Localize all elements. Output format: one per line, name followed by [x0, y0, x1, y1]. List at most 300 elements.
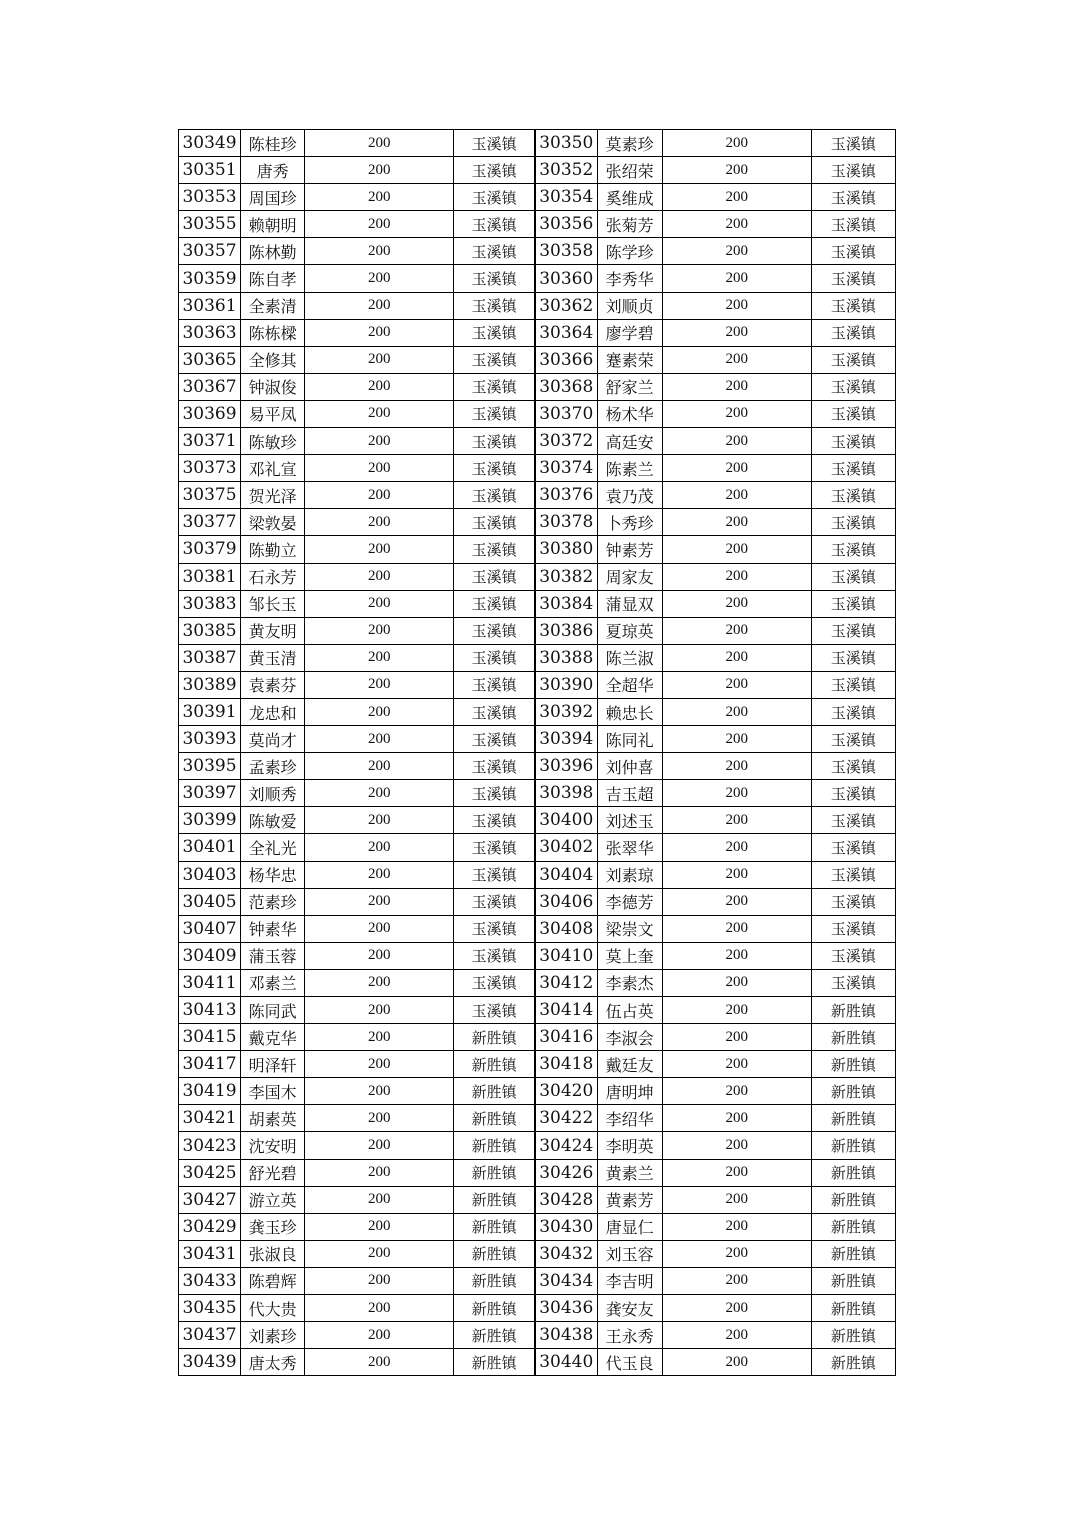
recipient-name-cell: 胡素英: [241, 1105, 305, 1132]
record-id-cell: 30368: [535, 373, 597, 400]
amount-cell: 200: [305, 780, 454, 807]
recipient-name-cell: 赖忠长: [597, 698, 662, 725]
amount-cell: 200: [305, 428, 454, 455]
amount-cell: 200: [305, 130, 454, 157]
recipient-name-cell: 刘玉容: [597, 1240, 662, 1267]
recipient-name-cell: 陈林勤: [241, 238, 305, 265]
record-id-cell: 30351: [179, 157, 241, 184]
amount-cell: 200: [662, 1186, 811, 1213]
township-cell: 新胜镇: [811, 1322, 895, 1349]
recipient-name-cell: 唐显仁: [597, 1213, 662, 1240]
table-row: [179, 617, 896, 644]
township-cell: 新胜镇: [454, 1159, 535, 1186]
recipient-name-cell: 贺光泽: [241, 482, 305, 509]
table-row: [179, 157, 896, 184]
amount-cell: 200: [305, 373, 454, 400]
amount-cell: 200: [305, 1267, 454, 1294]
recipient-name-cell: 陈桂珍: [241, 130, 305, 157]
record-id-cell: 30379: [179, 536, 241, 563]
record-id-cell: 30417: [179, 1051, 241, 1078]
amount-cell: 200: [305, 888, 454, 915]
record-id-cell: 30385: [179, 617, 241, 644]
recipient-name-cell: 沈安明: [241, 1132, 305, 1159]
township-cell: 玉溪镇: [811, 157, 895, 184]
recipient-name-cell: 奚维成: [597, 184, 662, 211]
amount-cell: 200: [305, 184, 454, 211]
recipient-name-cell: 龙忠和: [241, 698, 305, 725]
township-cell: 玉溪镇: [811, 780, 895, 807]
record-id-cell: 30425: [179, 1159, 241, 1186]
township-cell: 新胜镇: [811, 1105, 895, 1132]
record-id-cell: 30361: [179, 292, 241, 319]
recipient-name-cell: 杨术华: [597, 400, 662, 427]
record-id-cell: 30371: [179, 428, 241, 455]
table-row: [179, 753, 896, 780]
recipient-name-cell: 周家友: [597, 563, 662, 590]
township-cell: 玉溪镇: [811, 346, 895, 373]
recipient-name-cell: 赖朝明: [241, 211, 305, 238]
recipient-name-cell: 李绍华: [597, 1105, 662, 1132]
amount-cell: 200: [305, 346, 454, 373]
amount-cell: 200: [662, 211, 811, 238]
table-row: [179, 428, 896, 455]
table-row: [179, 563, 896, 590]
township-cell: 玉溪镇: [454, 238, 535, 265]
recipient-name-cell: 钟淑俊: [241, 373, 305, 400]
amount-cell: 200: [662, 861, 811, 888]
township-cell: 玉溪镇: [811, 509, 895, 536]
amount-cell: 200: [662, 617, 811, 644]
record-id-cell: 30395: [179, 753, 241, 780]
township-cell: 玉溪镇: [454, 265, 535, 292]
recipient-name-cell: 袁乃茂: [597, 482, 662, 509]
recipient-name-cell: 张淑良: [241, 1240, 305, 1267]
amount-cell: 200: [662, 373, 811, 400]
recipient-name-cell: 陈碧辉: [241, 1267, 305, 1294]
table-row: [179, 265, 896, 292]
recipient-name-cell: 夏琼英: [597, 617, 662, 644]
recipient-name-cell: 唐明坤: [597, 1078, 662, 1105]
recipient-name-cell: 龚安友: [597, 1295, 662, 1322]
recipient-name-cell: 杨华忠: [241, 861, 305, 888]
record-id-cell: 30350: [535, 130, 597, 157]
township-cell: 新胜镇: [811, 1267, 895, 1294]
table-row: [179, 1024, 896, 1051]
township-cell: 新胜镇: [454, 1295, 535, 1322]
table-row: [179, 942, 896, 969]
table-row: [179, 969, 896, 996]
record-id-cell: 30357: [179, 238, 241, 265]
amount-cell: 200: [662, 292, 811, 319]
township-cell: 玉溪镇: [811, 590, 895, 617]
amount-cell: 200: [305, 1159, 454, 1186]
record-id-cell: 30423: [179, 1132, 241, 1159]
township-cell: 新胜镇: [811, 1349, 895, 1376]
amount-cell: 200: [662, 130, 811, 157]
record-id-cell: 30380: [535, 536, 597, 563]
township-cell: 新胜镇: [454, 1213, 535, 1240]
record-id-cell: 30397: [179, 780, 241, 807]
table-row: [179, 888, 896, 915]
amount-cell: 200: [305, 1322, 454, 1349]
recipient-name-cell: 高廷安: [597, 428, 662, 455]
table-row: [179, 1267, 896, 1294]
township-cell: 玉溪镇: [811, 888, 895, 915]
recipient-name-cell: 陈自孝: [241, 265, 305, 292]
amount-cell: 200: [305, 292, 454, 319]
amount-cell: 200: [305, 509, 454, 536]
recipient-name-cell: 廖学碧: [597, 319, 662, 346]
recipient-name-cell: 蒲玉蓉: [241, 942, 305, 969]
table-row: [179, 1051, 896, 1078]
amount-cell: 200: [662, 1105, 811, 1132]
township-cell: 玉溪镇: [811, 373, 895, 400]
township-cell: 玉溪镇: [454, 888, 535, 915]
record-id-cell: 30363: [179, 319, 241, 346]
amount-cell: 200: [662, 157, 811, 184]
township-cell: 玉溪镇: [454, 915, 535, 942]
recipient-name-cell: 舒光碧: [241, 1159, 305, 1186]
township-cell: 玉溪镇: [811, 969, 895, 996]
record-id-cell: 30401: [179, 834, 241, 861]
amount-cell: 200: [662, 536, 811, 563]
table-row: [179, 455, 896, 482]
township-cell: 玉溪镇: [811, 319, 895, 346]
recipient-name-cell: 易平凤: [241, 400, 305, 427]
township-cell: 新胜镇: [811, 997, 895, 1024]
record-id-cell: 30413: [179, 997, 241, 1024]
record-id-cell: 30378: [535, 509, 597, 536]
recipient-name-cell: 陈素兰: [597, 455, 662, 482]
record-id-cell: 30383: [179, 590, 241, 617]
recipient-name-cell: 游立英: [241, 1186, 305, 1213]
record-id-cell: 30349: [179, 130, 241, 157]
record-id-cell: 30386: [535, 617, 597, 644]
recipient-name-cell: 邓素兰: [241, 969, 305, 996]
record-id-cell: 30352: [535, 157, 597, 184]
amount-cell: 200: [662, 1159, 811, 1186]
amount-cell: 200: [662, 780, 811, 807]
recipient-name-cell: 袁素芬: [241, 671, 305, 698]
record-id-cell: 30406: [535, 888, 597, 915]
table-row: [179, 726, 896, 753]
township-cell: 玉溪镇: [454, 184, 535, 211]
township-cell: 新胜镇: [454, 1186, 535, 1213]
amount-cell: 200: [662, 969, 811, 996]
amount-cell: 200: [662, 807, 811, 834]
amount-cell: 200: [662, 482, 811, 509]
record-id-cell: 30431: [179, 1240, 241, 1267]
township-cell: 新胜镇: [811, 1240, 895, 1267]
record-id-cell: 30428: [535, 1186, 597, 1213]
township-cell: 玉溪镇: [811, 753, 895, 780]
record-id-cell: 30416: [535, 1024, 597, 1051]
record-id-cell: 30438: [535, 1322, 597, 1349]
table-row: [179, 1213, 896, 1240]
amount-cell: 200: [305, 455, 454, 482]
recipient-name-cell: 石永芳: [241, 563, 305, 590]
record-id-cell: 30418: [535, 1051, 597, 1078]
record-id-cell: 30400: [535, 807, 597, 834]
recipient-name-cell: 莫上奎: [597, 942, 662, 969]
recipient-name-cell: 刘述玉: [597, 807, 662, 834]
township-cell: 玉溪镇: [454, 482, 535, 509]
amount-cell: 200: [662, 184, 811, 211]
township-cell: 新胜镇: [454, 1267, 535, 1294]
amount-cell: 200: [305, 482, 454, 509]
amount-cell: 200: [662, 888, 811, 915]
table-row: [179, 997, 896, 1024]
township-cell: 新胜镇: [811, 1159, 895, 1186]
record-id-cell: 30404: [535, 861, 597, 888]
recipient-name-cell: 伍占英: [597, 997, 662, 1024]
record-id-cell: 30372: [535, 428, 597, 455]
record-id-cell: 30398: [535, 780, 597, 807]
table-row: [179, 915, 896, 942]
record-id-cell: 30422: [535, 1105, 597, 1132]
table-row: [179, 780, 896, 807]
recipient-name-cell: 龚玉珍: [241, 1213, 305, 1240]
amount-cell: 200: [305, 861, 454, 888]
amount-cell: 200: [662, 428, 811, 455]
table-row: [179, 319, 896, 346]
record-id-cell: 30388: [535, 644, 597, 671]
amount-cell: 200: [305, 942, 454, 969]
record-id-cell: 30359: [179, 265, 241, 292]
amount-cell: 200: [662, 1322, 811, 1349]
table-row: [179, 698, 896, 725]
amount-cell: 200: [305, 644, 454, 671]
record-id-cell: 30376: [535, 482, 597, 509]
amount-cell: 200: [305, 238, 454, 265]
amount-cell: 200: [662, 726, 811, 753]
recipient-name-cell: 陈敏珍: [241, 428, 305, 455]
amount-cell: 200: [305, 969, 454, 996]
record-id-cell: 30421: [179, 1105, 241, 1132]
township-cell: 玉溪镇: [811, 211, 895, 238]
record-id-cell: 30369: [179, 400, 241, 427]
record-id-cell: 30437: [179, 1322, 241, 1349]
record-id-cell: 30440: [535, 1349, 597, 1376]
record-id-cell: 30366: [535, 346, 597, 373]
recipient-name-cell: 代玉良: [597, 1349, 662, 1376]
township-cell: 玉溪镇: [811, 184, 895, 211]
recipient-name-cell: 李明英: [597, 1132, 662, 1159]
record-id-cell: 30373: [179, 455, 241, 482]
record-id-cell: 30353: [179, 184, 241, 211]
township-cell: 玉溪镇: [454, 157, 535, 184]
record-id-cell: 30381: [179, 563, 241, 590]
amount-cell: 200: [305, 753, 454, 780]
record-id-cell: 30365: [179, 346, 241, 373]
township-cell: 玉溪镇: [454, 536, 535, 563]
recipient-name-cell: 刘素琼: [597, 861, 662, 888]
table-row: [179, 211, 896, 238]
record-id-cell: 30419: [179, 1078, 241, 1105]
township-cell: 新胜镇: [811, 1024, 895, 1051]
township-cell: 新胜镇: [811, 1132, 895, 1159]
amount-cell: 200: [305, 915, 454, 942]
table-row: [179, 1240, 896, 1267]
township-cell: 玉溪镇: [811, 482, 895, 509]
recipient-name-cell: 刘顺秀: [241, 780, 305, 807]
recipient-name-cell: 全超华: [597, 671, 662, 698]
township-cell: 玉溪镇: [811, 644, 895, 671]
recipient-name-cell: 刘仲喜: [597, 753, 662, 780]
table-row: [179, 861, 896, 888]
amount-cell: 200: [305, 1213, 454, 1240]
record-id-cell: 30374: [535, 455, 597, 482]
recipient-name-cell: 陈敏爱: [241, 807, 305, 834]
recipient-name-cell: 梁崇文: [597, 915, 662, 942]
recipient-name-cell: 周国珍: [241, 184, 305, 211]
amount-cell: 200: [662, 1213, 811, 1240]
table-row: [179, 807, 896, 834]
amount-cell: 200: [305, 536, 454, 563]
township-cell: 玉溪镇: [454, 726, 535, 753]
amount-cell: 200: [305, 1132, 454, 1159]
amount-cell: 200: [305, 671, 454, 698]
township-cell: 新胜镇: [454, 1240, 535, 1267]
recipient-name-cell: 邓礼宣: [241, 455, 305, 482]
township-cell: 玉溪镇: [811, 536, 895, 563]
amount-cell: 200: [305, 590, 454, 617]
recipient-name-cell: 张菊芳: [597, 211, 662, 238]
township-cell: 玉溪镇: [454, 780, 535, 807]
recipient-name-cell: 陈同礼: [597, 726, 662, 753]
record-id-cell: 30392: [535, 698, 597, 725]
amount-cell: 200: [662, 1024, 811, 1051]
recipient-name-cell: 戴廷友: [597, 1051, 662, 1078]
record-id-cell: 30387: [179, 644, 241, 671]
record-id-cell: 30356: [535, 211, 597, 238]
table-row: [179, 238, 896, 265]
record-id-cell: 30411: [179, 969, 241, 996]
record-id-cell: 30396: [535, 753, 597, 780]
recipient-name-cell: 李吉明: [597, 1267, 662, 1294]
amount-cell: 200: [305, 1186, 454, 1213]
recipient-name-cell: 唐秀: [241, 157, 305, 184]
table-row: [179, 671, 896, 698]
record-id-cell: 30362: [535, 292, 597, 319]
amount-cell: 200: [662, 238, 811, 265]
amount-cell: 200: [662, 1132, 811, 1159]
record-id-cell: 30409: [179, 942, 241, 969]
township-cell: 玉溪镇: [811, 915, 895, 942]
township-cell: 玉溪镇: [811, 698, 895, 725]
record-id-cell: 30405: [179, 888, 241, 915]
recipient-name-cell: 唐太秀: [241, 1349, 305, 1376]
recipient-name-cell: 黄素兰: [597, 1159, 662, 1186]
recipient-name-cell: 陈兰淑: [597, 644, 662, 671]
table-row: [179, 834, 896, 861]
township-cell: 新胜镇: [454, 1078, 535, 1105]
recipient-name-cell: 范素珍: [241, 888, 305, 915]
payment-roster-table: [178, 129, 896, 1376]
township-cell: 新胜镇: [454, 1349, 535, 1376]
township-cell: 玉溪镇: [454, 563, 535, 590]
township-cell: 玉溪镇: [454, 319, 535, 346]
record-id-cell: 30391: [179, 698, 241, 725]
amount-cell: 200: [662, 997, 811, 1024]
recipient-name-cell: 陈勤立: [241, 536, 305, 563]
amount-cell: 200: [305, 157, 454, 184]
township-cell: 新胜镇: [454, 1105, 535, 1132]
record-id-cell: 30436: [535, 1295, 597, 1322]
recipient-name-cell: 代大贵: [241, 1295, 305, 1322]
record-id-cell: 30358: [535, 238, 597, 265]
township-cell: 玉溪镇: [454, 617, 535, 644]
recipient-name-cell: 戴克华: [241, 1024, 305, 1051]
township-cell: 玉溪镇: [454, 997, 535, 1024]
amount-cell: 200: [662, 1078, 811, 1105]
recipient-name-cell: 陈学珍: [597, 238, 662, 265]
record-id-cell: 30364: [535, 319, 597, 346]
recipient-name-cell: 李素杰: [597, 969, 662, 996]
township-cell: 玉溪镇: [811, 400, 895, 427]
amount-cell: 200: [662, 400, 811, 427]
record-id-cell: 30410: [535, 942, 597, 969]
amount-cell: 200: [305, 1051, 454, 1078]
record-id-cell: 30432: [535, 1240, 597, 1267]
township-cell: 玉溪镇: [454, 671, 535, 698]
amount-cell: 200: [305, 834, 454, 861]
record-id-cell: 30408: [535, 915, 597, 942]
amount-cell: 200: [662, 346, 811, 373]
record-id-cell: 30394: [535, 726, 597, 753]
record-id-cell: 30439: [179, 1349, 241, 1376]
recipient-name-cell: 孟素珍: [241, 753, 305, 780]
township-cell: 新胜镇: [811, 1186, 895, 1213]
recipient-name-cell: 陈同武: [241, 997, 305, 1024]
record-id-cell: 30360: [535, 265, 597, 292]
table-row: [179, 1186, 896, 1213]
recipient-name-cell: 蒲显双: [597, 590, 662, 617]
amount-cell: 200: [305, 1295, 454, 1322]
amount-cell: 200: [662, 915, 811, 942]
amount-cell: 200: [662, 834, 811, 861]
table-row: [179, 292, 896, 319]
record-id-cell: 30430: [535, 1213, 597, 1240]
recipient-name-cell: 全素清: [241, 292, 305, 319]
table-row: [179, 509, 896, 536]
recipient-name-cell: 吉玉超: [597, 780, 662, 807]
township-cell: 玉溪镇: [454, 509, 535, 536]
record-id-cell: 30429: [179, 1213, 241, 1240]
recipient-name-cell: 陈栋樑: [241, 319, 305, 346]
township-cell: 玉溪镇: [454, 292, 535, 319]
record-id-cell: 30420: [535, 1078, 597, 1105]
amount-cell: 200: [305, 319, 454, 346]
amount-cell: 200: [305, 1349, 454, 1376]
amount-cell: 200: [662, 942, 811, 969]
township-cell: 玉溪镇: [811, 130, 895, 157]
table-row: [179, 1349, 896, 1376]
table-row: [179, 590, 896, 617]
township-cell: 玉溪镇: [454, 644, 535, 671]
record-id-cell: 30426: [535, 1159, 597, 1186]
township-cell: 新胜镇: [811, 1078, 895, 1105]
recipient-name-cell: 黄素芳: [597, 1186, 662, 1213]
record-id-cell: 30407: [179, 915, 241, 942]
recipient-name-cell: 刘顺贞: [597, 292, 662, 319]
table-row: [179, 536, 896, 563]
township-cell: 玉溪镇: [811, 455, 895, 482]
table-row: [179, 184, 896, 211]
record-id-cell: 30403: [179, 861, 241, 888]
record-id-cell: 30412: [535, 969, 597, 996]
record-id-cell: 30370: [535, 400, 597, 427]
